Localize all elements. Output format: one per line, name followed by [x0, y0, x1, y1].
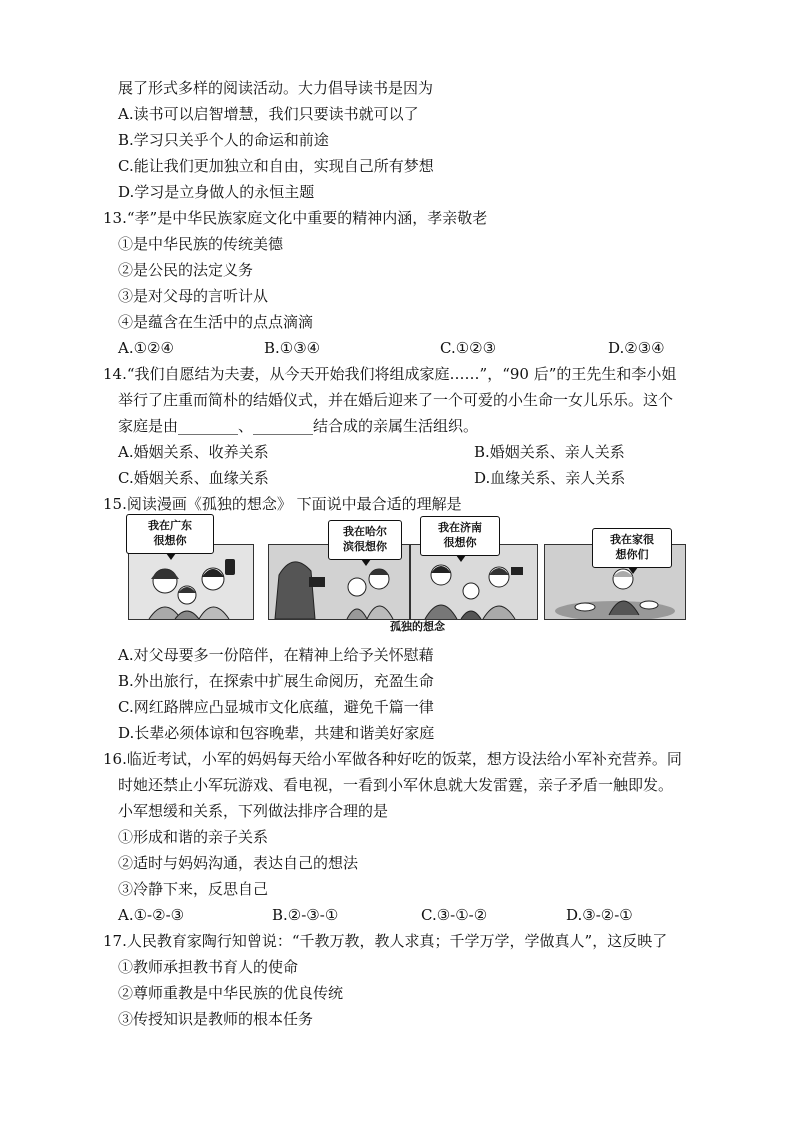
q16-stem-line-1: 16.临近考试，小军的妈妈每天给小军做各种好吃的饭菜，想方设法给小军补充营养。同: [103, 750, 682, 768]
q12-stem-continuation: 展了形式多样的阅读活动。大力倡导读书是因为: [118, 79, 434, 97]
comic-bubble-4: 我在家很 想你们: [592, 528, 672, 568]
q16-item-1: ①形成和谐的亲子关系: [118, 828, 269, 846]
q13-item-3: ③是对父母的言听计从: [118, 287, 269, 305]
q14-stem-line-2: 举行了庄重而简朴的结婚仪式，并在婚后迎来了一个可爱的小生命一女儿乐乐。这个: [118, 391, 674, 409]
q14-option-c: C.婚姻关系、血缘关系: [118, 469, 269, 487]
q14-stem-line-1: 14.“我们自愿结为夫妻，从今天开始我们将组成家庭……”，“90 后”的王先生和李小姐: [103, 365, 677, 383]
q16-option-c: C.③-①-②: [421, 906, 488, 924]
q15-option-b: B.外出旅行，在探索中扩展生命阅历，充盈生命: [118, 672, 434, 690]
q12-option-b: B.学习只关乎个人的命运和前途: [118, 131, 329, 149]
q17-stem: 17.人民教育家陶行知曾说：“千教万教，教人求真；千学万学，学做真人”，这反映了: [103, 932, 668, 950]
q13-option-c: C.①②③: [440, 339, 497, 357]
q16-item-3: ③冷静下来，反思自己: [118, 880, 269, 898]
group-photo-illustration: [411, 545, 537, 619]
q15-stem: 15.阅读漫画《孤独的想念》 下面说中最合适的理解是: [103, 495, 462, 513]
q14-option-d: D.血缘关系、亲人关系: [474, 469, 626, 487]
q13-option-a: A.①②④: [118, 339, 174, 357]
q15-option-a: A.对父母要多一份陪伴，在精神上给予关怀慰藉: [118, 646, 434, 664]
q14-option-b: B.婚姻关系、亲人关系: [474, 443, 625, 461]
q14-stem-line-3: 家庭是由________、________结合成的亲属生活组织。: [118, 417, 479, 435]
q12-option-c: C.能让我们更加独立和自由，实现自己所有梦想: [118, 157, 434, 175]
comic-bubble-2: 我在哈尔 滨很想你: [328, 520, 402, 560]
comic-caption: 孤独的想念: [390, 620, 445, 633]
q16-stem-line-2: 时她还禁止小军玩游戏、看电视，一看到小军休息就大发雷霆，亲子矛盾一触即发。: [118, 776, 674, 794]
q15-option-c: C.网红路牌应凸显城市文化底蕴，避免千篇一律: [118, 698, 434, 716]
comic-panel-1: [128, 544, 254, 620]
q13-option-b: B.①③④: [264, 339, 321, 357]
comic-lonely-missing: [126, 514, 686, 640]
q13-stem: 13.“孝”是中华民族家庭文化中重要的精神内涵，孝亲敬老: [103, 209, 488, 227]
q16-option-d: D.③-②-①: [566, 906, 633, 924]
q17-item-2: ②尊师重教是中华民族的优良传统: [118, 984, 344, 1002]
q13-item-1: ①是中华民族的传统美德: [118, 235, 284, 253]
q16-stem-line-3: 小军想缓和关系，下列做法排序合理的是: [118, 802, 389, 820]
q14-option-a: A.婚姻关系、收养关系: [118, 443, 269, 461]
family-selfie-illustration: [129, 545, 253, 619]
comic-bubble-3: 我在济南 很想你: [420, 516, 500, 556]
q12-option-a: A.读书可以启智增慧，我们只要读书就可以了: [118, 105, 419, 123]
q16-option-b: B.②-③-①: [272, 906, 339, 924]
q13-item-2: ②是公民的法定义务: [118, 261, 254, 279]
q16-item-2: ②适时与妈妈沟通，表达自己的想法: [118, 854, 359, 872]
q17-item-1: ①教师承担教书育人的使命: [118, 958, 299, 976]
q13-item-4: ④是蕴含在生活中的点点滴滴: [118, 313, 314, 331]
q15-option-d: D.长辈必须体谅和包容晚辈，共建和谐美好家庭: [118, 724, 435, 742]
q16-option-a: A.①-②-③: [118, 906, 185, 924]
q17-item-3: ③传授知识是教师的根本任务: [118, 1010, 314, 1028]
q12-option-d: D.学习是立身做人的永恒主题: [118, 183, 315, 201]
q13-option-d: D.②③④: [608, 339, 665, 357]
comic-bubble-1: 我在广东 很想你: [126, 514, 214, 554]
